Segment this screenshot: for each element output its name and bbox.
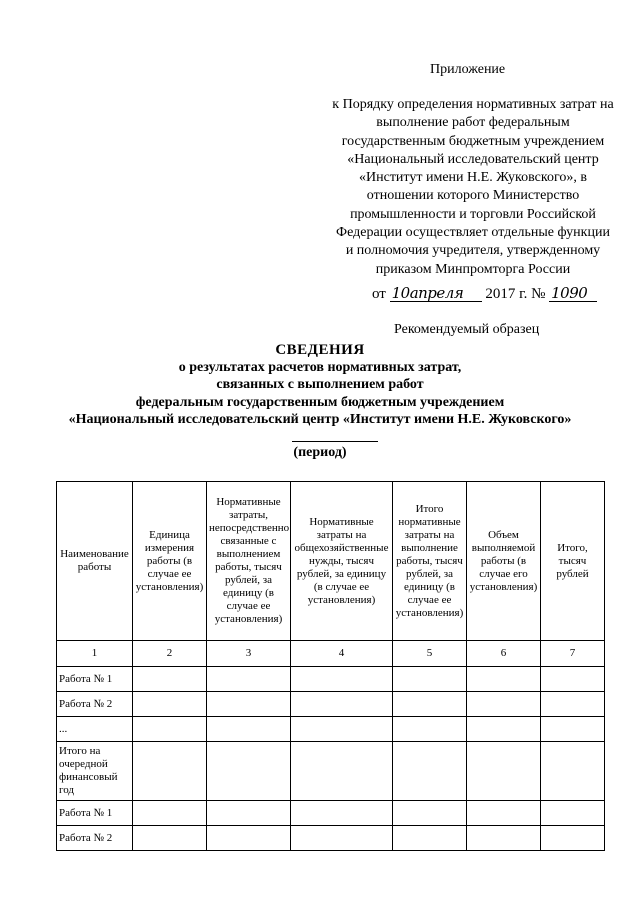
table-cell xyxy=(207,717,291,742)
table-cell xyxy=(133,717,207,742)
table-cell xyxy=(467,717,541,742)
table-cell xyxy=(541,801,605,826)
document-subtitle-line-4: «Национальный исследовательский центр «Институт имени Н.Е. Жуковского» xyxy=(68,412,572,427)
row-label: Работа № 2 xyxy=(57,826,133,851)
order-number-handwritten: 1090 xyxy=(549,286,597,302)
column-number: 5 xyxy=(393,641,467,667)
appendix-text: к Порядку определения нормативных затрат на выполнение работ федеральным государственным бюджетным учреждением «Национальный исследовательский центр «Институт имени Н.Е. Жуковского», в отношении которого Министерство промышленности и торговли Российской Федерации осуществляет отдельные функции и полномочия учредителя, утвержденному приказом Минпромторга России xyxy=(332,97,614,277)
table-cell xyxy=(393,667,467,692)
sample-label: Рекомендуемый образец xyxy=(394,322,540,337)
document-subtitle-line-1: о результатах расчетов нормативных затрат, xyxy=(178,360,462,375)
table-cell xyxy=(133,801,207,826)
table-cell xyxy=(393,742,467,801)
column-number: 6 xyxy=(467,641,541,667)
header-total-costs-per-unit: Итого нормативные затраты на выполнение работы, тысяч рублей, за единицу (в случае ее установления) xyxy=(393,482,467,641)
column-numbers-row xyxy=(57,641,605,667)
table-header-row xyxy=(57,482,605,641)
table-row xyxy=(57,692,605,717)
table-cell xyxy=(207,742,291,801)
column-number: 4 xyxy=(291,641,393,667)
period-blank-line xyxy=(292,441,378,442)
table-cell xyxy=(291,742,393,801)
column-number: 2 xyxy=(133,641,207,667)
table-row xyxy=(57,717,605,742)
table-cell xyxy=(467,826,541,851)
table-cell xyxy=(541,667,605,692)
column-number: 3 xyxy=(207,641,291,667)
row-label: Работа № 2 xyxy=(57,692,133,717)
table-cell xyxy=(291,667,393,692)
header-direct-costs: Нормативные затраты, непосредственно связанные с выполнением работы, тысяч рублей, за единицу (в случае ее установления) xyxy=(207,482,291,641)
table-cell xyxy=(207,801,291,826)
document-subtitle-line-3: федеральным государственным бюджетным учреждением xyxy=(135,395,505,410)
order-date-handwritten: 10апреля xyxy=(390,286,482,302)
table-cell xyxy=(291,801,393,826)
table-cell xyxy=(467,667,541,692)
order-prefix: от xyxy=(372,286,386,302)
table-row xyxy=(57,826,605,851)
header-work-name: Наименование работы xyxy=(57,482,133,641)
table-cell xyxy=(393,692,467,717)
table-cell xyxy=(541,692,605,717)
order-line xyxy=(372,286,597,303)
table-cell xyxy=(133,742,207,801)
table-cell xyxy=(541,717,605,742)
table-cell xyxy=(207,667,291,692)
row-label: ... xyxy=(57,717,133,742)
document-title: СВЕДЕНИЯ xyxy=(275,342,365,358)
table-cell xyxy=(291,717,393,742)
period-label: (период) xyxy=(293,445,347,460)
appendix-title: Приложение xyxy=(430,62,506,77)
header-total: Итого, тысяч рублей xyxy=(541,482,605,641)
table-cell xyxy=(393,717,467,742)
document-subtitle-line-2: связанных с выполнением работ xyxy=(216,377,424,392)
column-number: 7 xyxy=(541,641,605,667)
table-cell xyxy=(393,801,467,826)
results-table xyxy=(56,481,605,851)
table-cell xyxy=(207,826,291,851)
table-cell xyxy=(541,742,605,801)
table-cell xyxy=(467,692,541,717)
table-cell xyxy=(291,692,393,717)
order-year: 2017 г. № xyxy=(485,286,546,302)
table-cell xyxy=(467,742,541,801)
row-label: Итого на очередной финансовый год xyxy=(57,742,133,801)
table-cell xyxy=(207,692,291,717)
table-cell xyxy=(393,826,467,851)
column-number: 1 xyxy=(57,641,133,667)
row-label: Работа № 1 xyxy=(57,801,133,826)
table-cell xyxy=(541,826,605,851)
table-cell xyxy=(467,801,541,826)
table-cell xyxy=(133,692,207,717)
row-label: Работа № 1 xyxy=(57,667,133,692)
header-unit: Единица измерения работы (в случае ее установления) xyxy=(133,482,207,641)
table-cell xyxy=(133,667,207,692)
table-row xyxy=(57,801,605,826)
table-cell xyxy=(133,826,207,851)
header-volume: Объем выполняемой работы (в случае его установления) xyxy=(467,482,541,641)
table-cell xyxy=(291,826,393,851)
header-overhead-costs: Нормативные затраты на общехозяйственные нужды, тысяч рублей, за единицу (в случае ее установления) xyxy=(291,482,393,641)
table-row xyxy=(57,667,605,692)
table-row-total xyxy=(57,742,605,801)
